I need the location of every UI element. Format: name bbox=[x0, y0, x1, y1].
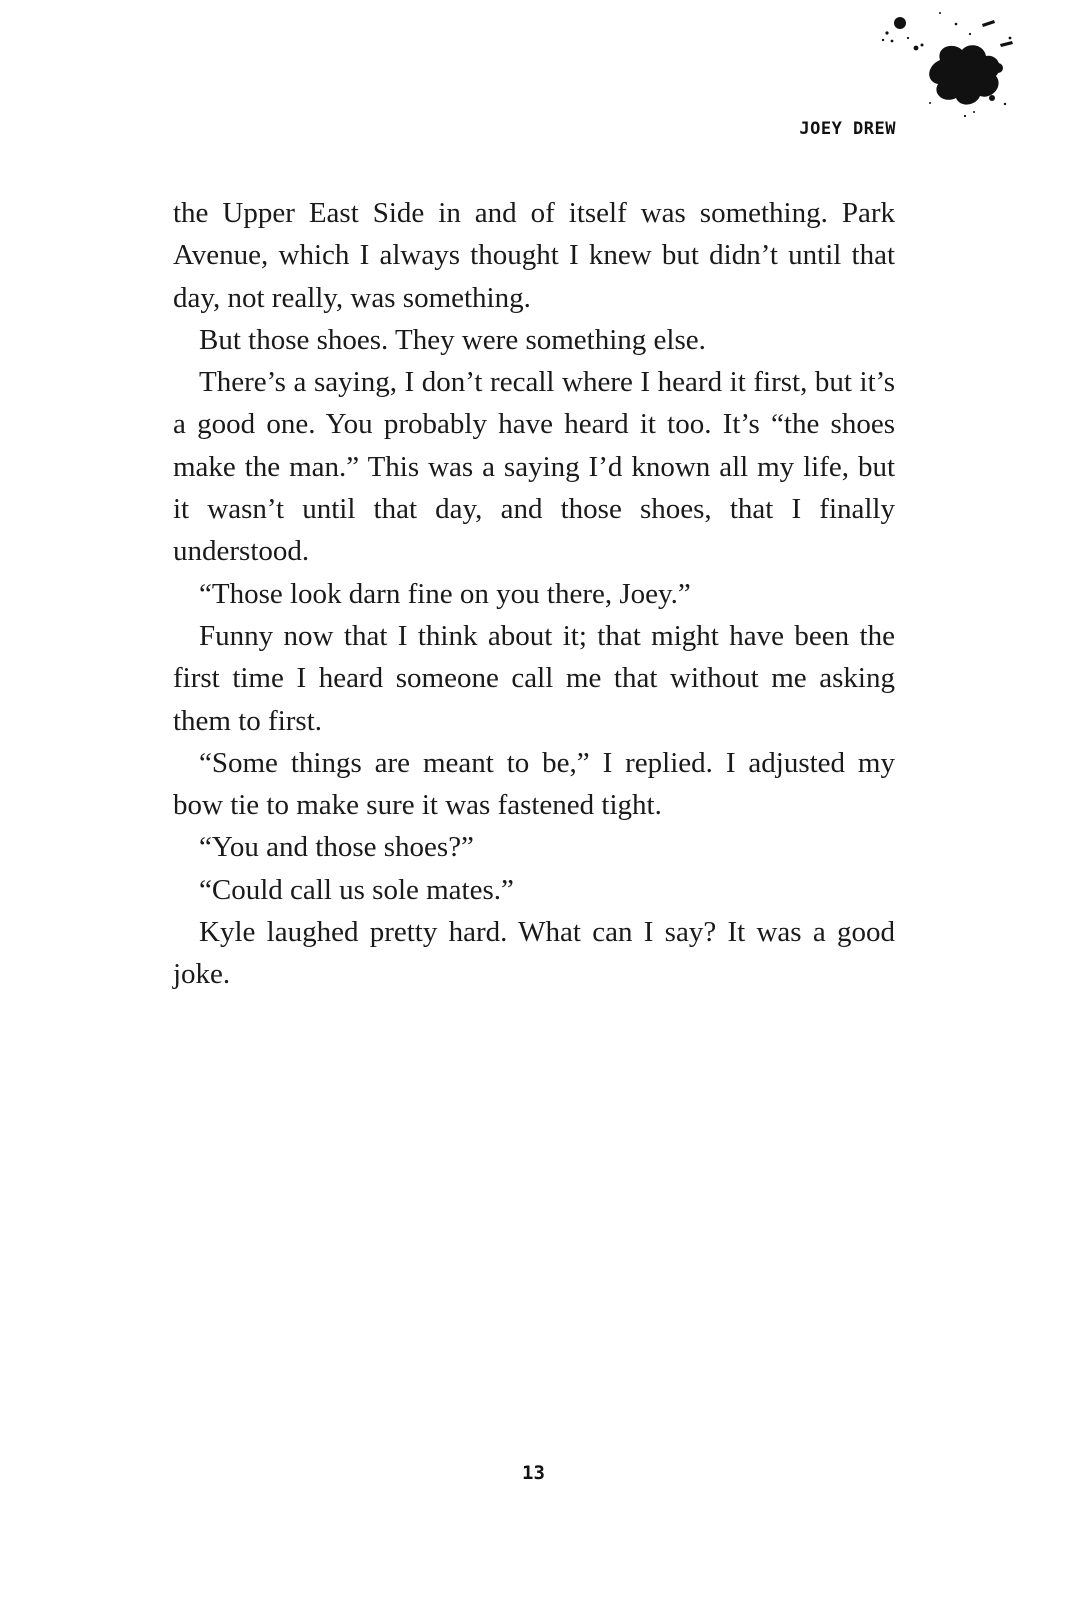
paragraph: the Upper East Side in and of itself was something. Park Avenue, which I always thought I knew but didn’t until that day, not really, was something. bbox=[173, 197, 895, 314]
page-number: 13 bbox=[522, 1462, 545, 1484]
paragraph: “Those look darn fine on you there, Joey.” bbox=[199, 577, 691, 610]
paragraph: Funny now that I think about it; that might have been the first time I heard someone call me that without me asking them to first. bbox=[173, 619, 895, 737]
paragraph: “Could call us sole mates.” bbox=[199, 873, 514, 906]
paragraph: “You and those shoes?” bbox=[199, 831, 474, 864]
body-text bbox=[173, 192, 895, 996]
paragraph: Kyle laughed pretty hard. What can I say? It was a good joke. bbox=[173, 916, 895, 991]
paragraph: “Some things are meant to be,” I replied. I adjusted my bow tie to make sure it was fastened tight. bbox=[173, 746, 895, 822]
ink-splatter-icon bbox=[870, 8, 1030, 128]
paragraph: There’s a saying, I don’t recall where I heard it first, but it’s a good one. You probably have heard it too. It’s “the shoes make the man.” This was a saying I’d known all my life, but it wasn’t until that day, and those shoes, that I finally understood. bbox=[173, 366, 895, 568]
paragraph: But those shoes. They were something else. bbox=[199, 323, 706, 356]
running-header: JOEY DREW bbox=[799, 119, 896, 139]
